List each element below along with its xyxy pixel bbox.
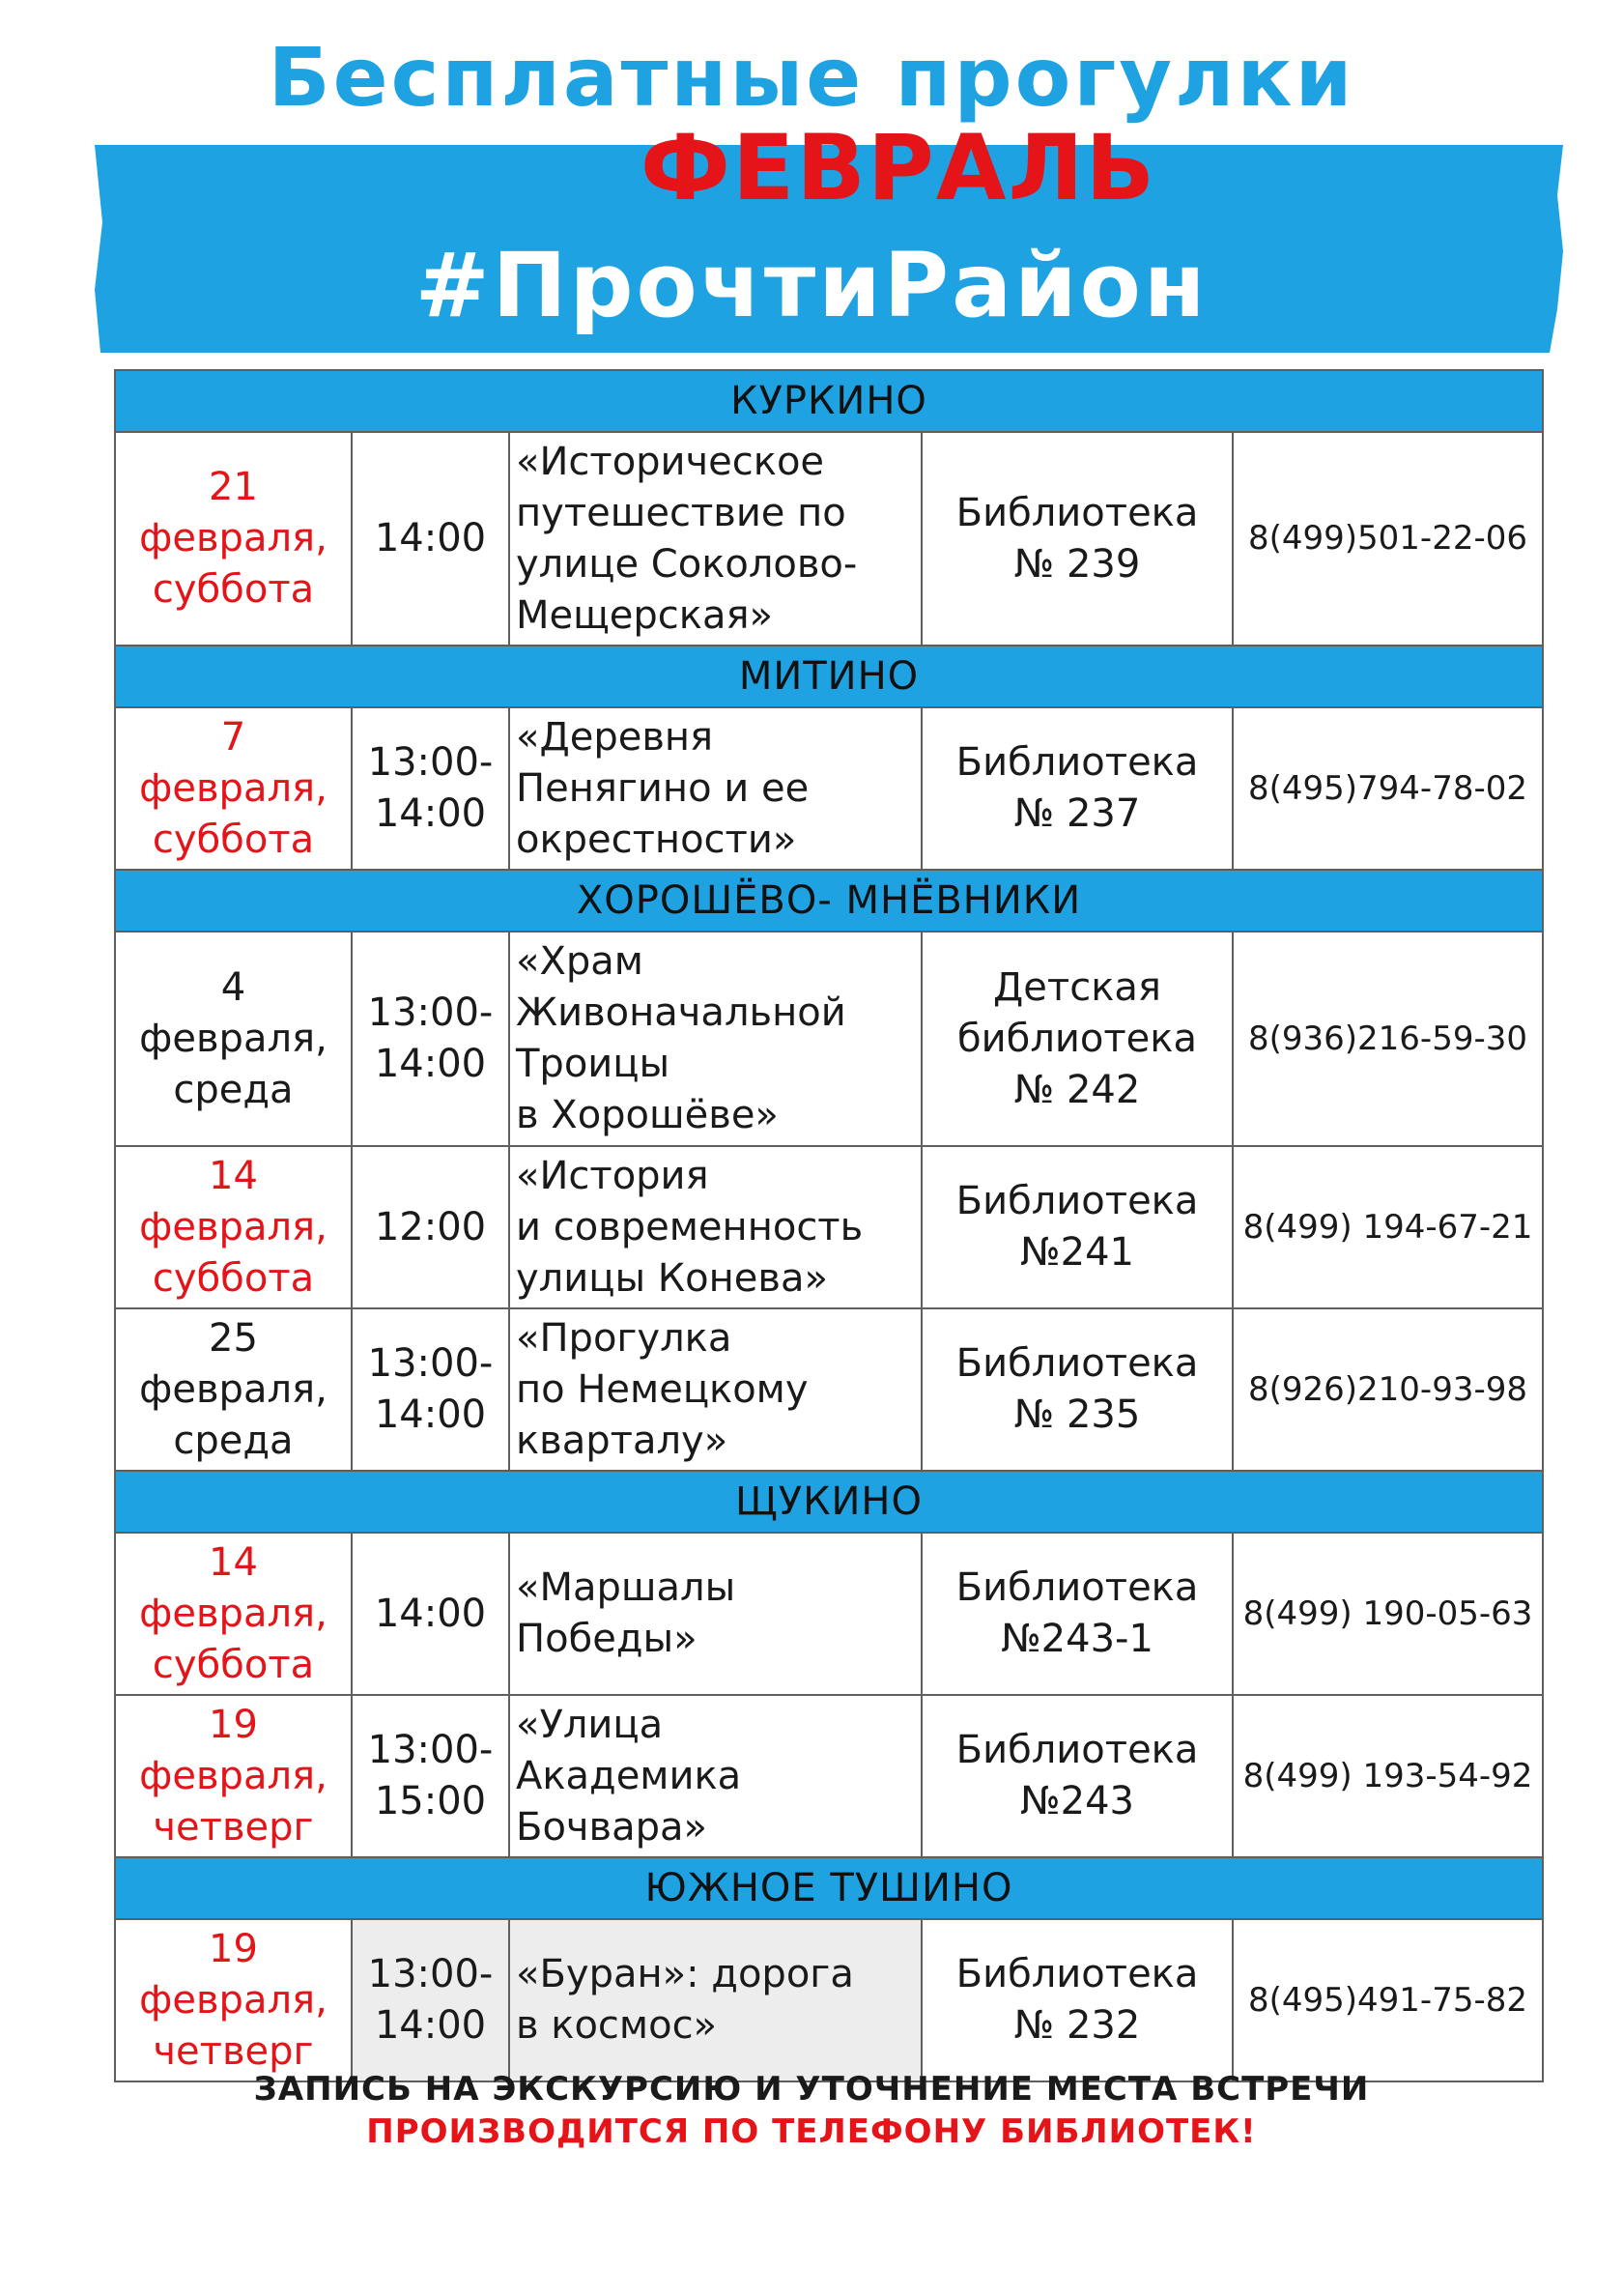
event-library: Библиотека №241 <box>922 1146 1233 1308</box>
event-date: 14 февраля, суббота <box>115 1146 352 1308</box>
event-row <box>115 1533 1543 1695</box>
hashtag: #ПрочтиРайон <box>414 234 1209 337</box>
event-title: «Деревня Пенягино и ее окрестности» <box>509 707 922 870</box>
section-row <box>115 370 1543 432</box>
event-title: «Историческое путешествие по улице Соколово- Мещерская» <box>509 432 922 646</box>
event-row <box>115 707 1543 870</box>
event-title: «Прогулка по Немецкому кварталу» <box>509 1308 922 1471</box>
event-time: 13:00- 14:00 <box>352 1308 509 1471</box>
event-row <box>115 1308 1543 1471</box>
event-time: 13:00- 15:00 <box>352 1695 509 1857</box>
section-title: ЮЖНОЕ ТУШИНО <box>115 1857 1543 1919</box>
event-phone: 8(499)501-22-06 <box>1233 432 1543 646</box>
event-library: Библиотека № 237 <box>922 707 1233 870</box>
event-library: Библиотека № 232 <box>922 1919 1233 2081</box>
section-row <box>115 1471 1543 1533</box>
event-library: Библиотека № 235 <box>922 1308 1233 1471</box>
event-phone: 8(495)794-78-02 <box>1233 707 1543 870</box>
footer-line-2: ПРОИЗВОДИТСЯ ПО ТЕЛЕФОНУ БИБЛИОТЕК! <box>366 2112 1257 2151</box>
section-title: ЩУКИНО <box>115 1471 1543 1533</box>
event-time: 14:00 <box>352 432 509 646</box>
section-title: МИТИНО <box>115 646 1543 707</box>
event-date: 19 февраля, четверг <box>115 1695 352 1857</box>
event-date: 14 февраля, суббота <box>115 1533 352 1695</box>
event-row <box>115 1919 1543 2081</box>
section-row <box>115 870 1543 932</box>
event-phone: 8(936)216-59-30 <box>1233 932 1543 1146</box>
event-library: Библиотека №243 <box>922 1695 1233 1857</box>
footer-note <box>0 2068 1623 2153</box>
event-title: «Буран»: дорога в космос» <box>509 1919 922 2081</box>
event-row <box>115 1146 1543 1308</box>
event-time: 12:00 <box>352 1146 509 1308</box>
event-date: 7 февраля, суббота <box>115 707 352 870</box>
event-phone: 8(499) 194-67-21 <box>1233 1146 1543 1308</box>
section-title: ХОРОШЁВО- МНЁВНИКИ <box>115 870 1543 932</box>
page-title: Бесплатные прогулки <box>268 30 1355 125</box>
section-row <box>115 1857 1543 1919</box>
event-date: 19 февраля, четверг <box>115 1919 352 2081</box>
footer-line-1: ЗАПИСЬ НА ЭКСКУРСИЮ И УТОЧНЕНИЕ МЕСТА ВСТРЕЧИ <box>253 2070 1370 2109</box>
event-library: Библиотека №243-1 <box>922 1533 1233 1695</box>
event-date: 21 февраля, суббота <box>115 432 352 646</box>
event-time: 13:00- 14:00 <box>352 707 509 870</box>
schedule-table <box>114 369 1544 2082</box>
event-row <box>115 432 1543 646</box>
header <box>0 0 1623 358</box>
event-date: 25 февраля, среда <box>115 1308 352 1471</box>
event-library: Детская библиотека № 242 <box>922 932 1233 1146</box>
event-phone: 8(926)210-93-98 <box>1233 1308 1543 1471</box>
section-title: КУРКИНО <box>115 370 1543 432</box>
event-phone: 8(495)491-75-82 <box>1233 1919 1543 2081</box>
event-date: 4 февраля, среда <box>115 932 352 1146</box>
event-title: «Улица Академика Бочвара» <box>509 1695 922 1857</box>
event-title: «Маршалы Победы» <box>509 1533 922 1695</box>
event-title: «Храм Живоначальной Троицы в Хорошёве» <box>509 932 922 1146</box>
section-row <box>115 646 1543 707</box>
event-library: Библиотека № 239 <box>922 432 1233 646</box>
event-phone: 8(499) 190-05-63 <box>1233 1533 1543 1695</box>
event-title: «История и современность улицы Конева» <box>509 1146 922 1308</box>
event-row <box>115 932 1543 1146</box>
event-time: 14:00 <box>352 1533 509 1695</box>
schedule-table-wrap <box>114 369 1544 2082</box>
month-label: ФЕВРАЛЬ <box>640 116 1157 221</box>
event-row <box>115 1695 1543 1857</box>
event-phone: 8(499) 193-54-92 <box>1233 1695 1543 1857</box>
event-time: 13:00- 14:00 <box>352 1919 509 2081</box>
event-time: 13:00- 14:00 <box>352 932 509 1146</box>
